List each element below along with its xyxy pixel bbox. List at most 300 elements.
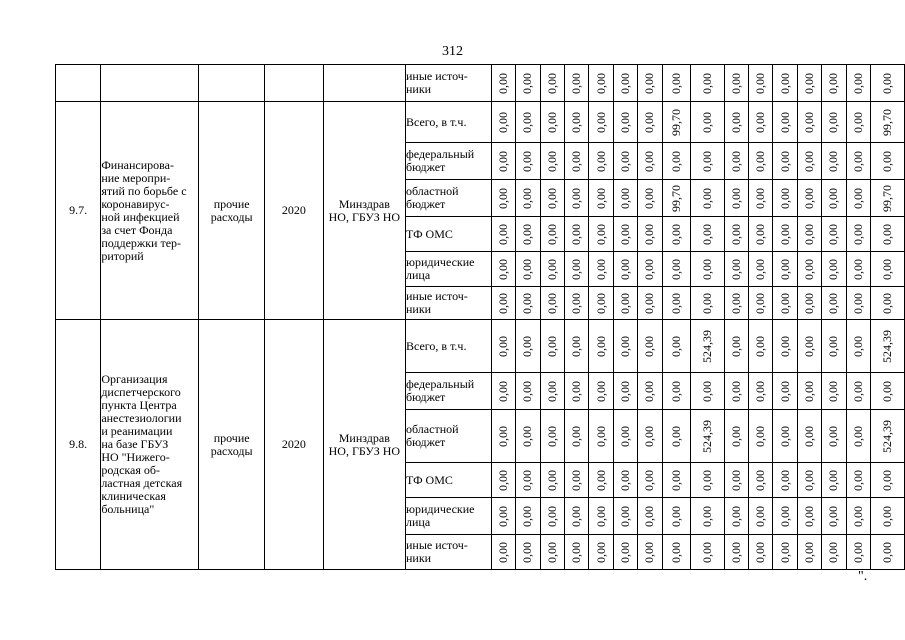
value-cell xyxy=(540,143,564,180)
value-cell xyxy=(540,320,564,373)
value-cell xyxy=(797,373,821,410)
value-cell xyxy=(724,287,748,320)
value-cell xyxy=(846,320,870,373)
value-cell xyxy=(638,498,662,535)
value-cell xyxy=(491,143,515,180)
value-text: 0,00 xyxy=(569,187,584,209)
value-cell xyxy=(724,217,748,252)
value-cell xyxy=(516,252,540,287)
value-cell xyxy=(690,180,724,217)
value-text: 99,70 xyxy=(879,108,894,136)
value-cell xyxy=(748,373,772,410)
value-cell xyxy=(613,410,637,463)
value-cell xyxy=(565,373,589,410)
value-cell xyxy=(724,410,748,463)
value-cell xyxy=(491,217,515,252)
value-text: 0,00 xyxy=(826,505,841,527)
value-cell xyxy=(690,65,724,102)
value-cell xyxy=(822,535,846,570)
value-text: 0,00 xyxy=(801,335,816,357)
value-text: 0,00 xyxy=(826,150,841,172)
value-text: 0,00 xyxy=(801,292,816,314)
value-cell xyxy=(822,320,846,373)
value-text: 0,00 xyxy=(668,335,683,357)
value-text: 0,00 xyxy=(668,258,683,280)
value-text: 0,00 xyxy=(520,505,535,527)
value-cell xyxy=(870,498,904,535)
value-text: 0,00 xyxy=(496,541,511,563)
value-cell xyxy=(773,498,797,535)
value-text: 0,00 xyxy=(593,469,608,491)
value-text: 0,00 xyxy=(850,335,865,357)
value-cell xyxy=(638,287,662,320)
value-cell xyxy=(638,535,662,570)
value-text: 0,00 xyxy=(728,292,743,314)
value-cell xyxy=(846,535,870,570)
value-text: 0,00 xyxy=(728,505,743,527)
value-cell xyxy=(638,217,662,252)
value-cell xyxy=(516,410,540,463)
value-cell xyxy=(773,65,797,102)
value-cell xyxy=(748,252,772,287)
value-text: 0,00 xyxy=(728,258,743,280)
value-text: 0,00 xyxy=(826,425,841,447)
value-cell xyxy=(491,410,515,463)
value-text: 0,00 xyxy=(753,223,768,245)
value-cell xyxy=(797,463,821,498)
value-cell xyxy=(589,102,613,143)
value-cell xyxy=(690,463,724,498)
value-cell xyxy=(491,373,515,410)
value-text: 0,00 xyxy=(753,72,768,94)
value-cell xyxy=(748,410,772,463)
value-text: 0,00 xyxy=(801,469,816,491)
value-cell xyxy=(565,180,589,217)
value-cell xyxy=(870,373,904,410)
value-cell xyxy=(690,535,724,570)
value-text: 0,00 xyxy=(593,111,608,133)
value-cell xyxy=(638,143,662,180)
value-cell xyxy=(565,287,589,320)
value-text: 0,00 xyxy=(593,505,608,527)
value-cell xyxy=(773,463,797,498)
value-cell xyxy=(613,65,637,102)
value-cell xyxy=(491,102,515,143)
value-text: 0,00 xyxy=(520,187,535,209)
value-cell xyxy=(846,180,870,217)
value-cell xyxy=(662,498,690,535)
value-cell xyxy=(589,535,613,570)
value-cell xyxy=(638,410,662,463)
value-text: 524,39 xyxy=(699,329,714,363)
value-text: 0,00 xyxy=(699,541,714,563)
value-text: 0,00 xyxy=(544,541,559,563)
value-cell xyxy=(846,143,870,180)
value-text: 0,00 xyxy=(850,187,865,209)
value-cell xyxy=(748,143,772,180)
expense-type: прочие расходы xyxy=(199,320,265,570)
value-cell xyxy=(846,287,870,320)
value-cell xyxy=(870,252,904,287)
value-text: 0,00 xyxy=(544,425,559,447)
value-text: 0,00 xyxy=(544,150,559,172)
value-cell xyxy=(773,252,797,287)
value-cell xyxy=(540,410,564,463)
value-cell xyxy=(846,498,870,535)
value-cell xyxy=(516,217,540,252)
value-text: 0,00 xyxy=(728,72,743,94)
value-cell xyxy=(662,252,690,287)
value-text: 0,00 xyxy=(544,505,559,527)
value-text: 0,00 xyxy=(699,380,714,402)
value-cell xyxy=(748,535,772,570)
value-text: 0,00 xyxy=(753,292,768,314)
value-cell xyxy=(516,65,540,102)
value-cell xyxy=(589,320,613,373)
value-cell xyxy=(491,463,515,498)
value-cell xyxy=(846,65,870,102)
number-cell-empty xyxy=(56,65,101,102)
value-text: 0,00 xyxy=(544,469,559,491)
measure-name: Организация диспетчерского пункта Центра анестезиологии и реанимации на базе ГБУЗ НО "Нижего- родская об- ластная детская клиническая больница" xyxy=(101,320,199,570)
value-cell xyxy=(822,463,846,498)
value-text: 0,00 xyxy=(520,380,535,402)
value-cell xyxy=(565,320,589,373)
value-text: 0,00 xyxy=(496,292,511,314)
value-cell xyxy=(662,65,690,102)
value-text: 0,00 xyxy=(569,258,584,280)
value-text: 0,00 xyxy=(777,425,792,447)
value-text: 0,00 xyxy=(801,223,816,245)
value-cell xyxy=(613,102,637,143)
value-cell xyxy=(690,498,724,535)
value-cell xyxy=(613,535,637,570)
value-text: 0,00 xyxy=(569,425,584,447)
value-text: 0,00 xyxy=(520,72,535,94)
value-text: 0,00 xyxy=(496,111,511,133)
value-text: 0,00 xyxy=(826,111,841,133)
value-text: 0,00 xyxy=(777,150,792,172)
value-cell xyxy=(773,180,797,217)
value-text: 99,70 xyxy=(668,184,683,212)
value-text: 0,00 xyxy=(569,150,584,172)
value-text: 0,00 xyxy=(496,72,511,94)
value-cell xyxy=(724,535,748,570)
value-cell xyxy=(589,373,613,410)
value-text: 0,00 xyxy=(668,223,683,245)
value-text: 0,00 xyxy=(496,258,511,280)
value-text: 0,00 xyxy=(496,335,511,357)
value-text: 0,00 xyxy=(826,72,841,94)
value-cell xyxy=(690,320,724,373)
value-cell xyxy=(638,373,662,410)
value-text: 0,00 xyxy=(520,150,535,172)
value-text: 0,00 xyxy=(728,380,743,402)
value-text: 0,00 xyxy=(801,187,816,209)
value-cell xyxy=(491,287,515,320)
value-cell xyxy=(748,320,772,373)
value-cell xyxy=(822,217,846,252)
value-text: 0,00 xyxy=(699,292,714,314)
value-text: 0,00 xyxy=(826,258,841,280)
value-text: 0,00 xyxy=(753,187,768,209)
value-text: 0,00 xyxy=(593,72,608,94)
value-text: 0,00 xyxy=(593,541,608,563)
value-cell xyxy=(662,217,690,252)
value-cell xyxy=(690,410,724,463)
value-cell xyxy=(724,463,748,498)
value-text: 0,00 xyxy=(777,72,792,94)
value-cell xyxy=(540,463,564,498)
value-text: 0,00 xyxy=(668,469,683,491)
value-cell xyxy=(491,498,515,535)
value-text: 0,00 xyxy=(801,505,816,527)
value-text: 0,00 xyxy=(617,541,632,563)
value-text: 0,00 xyxy=(642,111,657,133)
value-cell xyxy=(540,252,564,287)
value-cell xyxy=(516,498,540,535)
funding-source-label: юридические лица xyxy=(406,498,492,535)
value-cell xyxy=(822,410,846,463)
value-cell xyxy=(870,143,904,180)
value-cell xyxy=(690,143,724,180)
value-cell xyxy=(491,65,515,102)
value-cell xyxy=(797,65,821,102)
value-cell xyxy=(870,65,904,102)
value-cell xyxy=(589,252,613,287)
value-cell xyxy=(613,217,637,252)
value-cell xyxy=(822,143,846,180)
value-text: 0,00 xyxy=(879,72,894,94)
value-text: 0,00 xyxy=(496,469,511,491)
value-cell xyxy=(797,320,821,373)
value-cell xyxy=(748,463,772,498)
value-text: 0,00 xyxy=(699,258,714,280)
value-cell xyxy=(540,287,564,320)
value-text: 0,00 xyxy=(879,258,894,280)
value-text: 0,00 xyxy=(699,505,714,527)
value-text: 0,00 xyxy=(850,72,865,94)
value-text: 0,00 xyxy=(544,223,559,245)
value-cell xyxy=(516,373,540,410)
value-text: 0,00 xyxy=(593,425,608,447)
value-text: 0,00 xyxy=(850,425,865,447)
value-text: 0,00 xyxy=(617,505,632,527)
value-text: 0,00 xyxy=(496,505,511,527)
value-cell xyxy=(589,65,613,102)
year: 2020 xyxy=(265,320,323,570)
funding-source-label: ТФ ОМС xyxy=(406,463,492,498)
value-cell xyxy=(870,320,904,373)
value-cell xyxy=(822,102,846,143)
funding-source-label: областной бюджет xyxy=(406,180,492,217)
value-cell xyxy=(491,180,515,217)
value-text: 0,00 xyxy=(777,380,792,402)
value-text: 0,00 xyxy=(753,425,768,447)
value-text: 0,00 xyxy=(642,292,657,314)
value-cell xyxy=(822,373,846,410)
value-text: 0,00 xyxy=(544,111,559,133)
value-text: 0,00 xyxy=(753,111,768,133)
value-text: 0,00 xyxy=(520,223,535,245)
value-text: 0,00 xyxy=(544,187,559,209)
value-cell xyxy=(662,102,690,143)
funding-source-label: иные источ- ники xyxy=(406,535,492,570)
value-text: 0,00 xyxy=(593,292,608,314)
page-number: 312 xyxy=(442,44,463,59)
value-text: 0,00 xyxy=(642,258,657,280)
value-cell xyxy=(638,65,662,102)
value-text: 0,00 xyxy=(569,292,584,314)
value-text: 0,00 xyxy=(520,292,535,314)
funding-source-label: иные источ- ники xyxy=(406,65,492,102)
value-text: 0,00 xyxy=(777,541,792,563)
funding-source-label: юридические лица xyxy=(406,252,492,287)
value-cell xyxy=(773,320,797,373)
value-cell xyxy=(870,217,904,252)
budget-table xyxy=(55,64,905,570)
value-cell xyxy=(797,498,821,535)
value-cell xyxy=(690,102,724,143)
value-text: 0,00 xyxy=(850,541,865,563)
value-cell xyxy=(797,287,821,320)
value-text: 0,00 xyxy=(879,150,894,172)
value-cell xyxy=(565,498,589,535)
value-cell xyxy=(822,252,846,287)
value-text: 524,39 xyxy=(879,329,894,363)
value-text: 0,00 xyxy=(753,150,768,172)
value-cell xyxy=(589,410,613,463)
value-cell xyxy=(491,252,515,287)
value-text: 0,00 xyxy=(617,425,632,447)
value-text: 0,00 xyxy=(826,335,841,357)
value-cell xyxy=(540,373,564,410)
value-text: 0,00 xyxy=(520,425,535,447)
value-text: 0,00 xyxy=(617,258,632,280)
value-text: 0,00 xyxy=(593,187,608,209)
item-number: 9.8. xyxy=(56,320,101,570)
value-text: 0,00 xyxy=(728,150,743,172)
value-cell xyxy=(540,498,564,535)
value-cell xyxy=(724,180,748,217)
value-text: 0,00 xyxy=(617,72,632,94)
value-cell xyxy=(797,252,821,287)
value-cell xyxy=(870,180,904,217)
value-text: 0,00 xyxy=(826,541,841,563)
value-cell xyxy=(638,320,662,373)
value-cell xyxy=(690,287,724,320)
value-cell xyxy=(748,287,772,320)
value-text: 524,39 xyxy=(699,419,714,453)
value-cell xyxy=(797,217,821,252)
value-text: 0,00 xyxy=(728,335,743,357)
value-text: 0,00 xyxy=(496,223,511,245)
value-text: 0,00 xyxy=(699,187,714,209)
value-text: 0,00 xyxy=(668,425,683,447)
value-cell xyxy=(638,180,662,217)
value-text: 0,00 xyxy=(777,469,792,491)
value-cell xyxy=(724,252,748,287)
year-cell-empty xyxy=(265,65,323,102)
value-cell xyxy=(565,463,589,498)
value-text: 0,00 xyxy=(520,469,535,491)
value-cell xyxy=(870,535,904,570)
value-cell xyxy=(565,535,589,570)
value-text: 0,00 xyxy=(593,150,608,172)
table-row xyxy=(56,65,905,102)
value-text: 0,00 xyxy=(777,187,792,209)
value-cell xyxy=(589,287,613,320)
value-text: 0,00 xyxy=(642,335,657,357)
value-text: 0,00 xyxy=(777,292,792,314)
value-cell xyxy=(822,180,846,217)
executor-cell-empty xyxy=(323,65,405,102)
value-text: 0,00 xyxy=(617,380,632,402)
value-cell xyxy=(797,535,821,570)
value-text: 0,00 xyxy=(728,469,743,491)
value-cell xyxy=(516,320,540,373)
value-text: 0,00 xyxy=(496,187,511,209)
year: 2020 xyxy=(265,102,323,320)
value-cell xyxy=(846,410,870,463)
value-text: 0,00 xyxy=(826,469,841,491)
value-text: 0,00 xyxy=(569,335,584,357)
value-text: 0,00 xyxy=(668,72,683,94)
value-text: 0,00 xyxy=(642,150,657,172)
value-cell xyxy=(613,252,637,287)
value-cell xyxy=(748,498,772,535)
value-text: 0,00 xyxy=(569,469,584,491)
value-text: 0,00 xyxy=(801,380,816,402)
value-text: 0,00 xyxy=(753,258,768,280)
value-text: 0,00 xyxy=(668,505,683,527)
expense-type-cell-empty xyxy=(199,65,265,102)
value-cell xyxy=(613,498,637,535)
value-cell xyxy=(797,143,821,180)
value-text: 0,00 xyxy=(668,380,683,402)
value-cell xyxy=(565,143,589,180)
value-text: 0,00 xyxy=(826,380,841,402)
value-cell xyxy=(540,535,564,570)
value-text: 0,00 xyxy=(850,150,865,172)
funding-source-label: Всего, в т.ч. xyxy=(406,320,492,373)
value-text: 0,00 xyxy=(569,505,584,527)
value-cell xyxy=(724,320,748,373)
value-cell xyxy=(565,252,589,287)
value-text: 99,70 xyxy=(879,184,894,212)
value-text: 0,00 xyxy=(753,469,768,491)
value-cell xyxy=(516,287,540,320)
value-text: 0,00 xyxy=(879,505,894,527)
value-text: 0,00 xyxy=(753,541,768,563)
value-text: 0,00 xyxy=(668,292,683,314)
value-text: 0,00 xyxy=(850,505,865,527)
value-text: 0,00 xyxy=(728,111,743,133)
value-cell xyxy=(822,287,846,320)
value-text: 0,00 xyxy=(544,335,559,357)
value-text: 0,00 xyxy=(801,72,816,94)
value-text: 0,00 xyxy=(801,425,816,447)
value-text: 0,00 xyxy=(668,150,683,172)
table-row xyxy=(56,102,905,143)
funding-source-label: областной бюджет xyxy=(406,410,492,463)
value-cell xyxy=(822,65,846,102)
value-cell xyxy=(748,102,772,143)
value-cell xyxy=(638,102,662,143)
value-text: 0,00 xyxy=(593,380,608,402)
value-text: 0,00 xyxy=(520,258,535,280)
value-text: 0,00 xyxy=(593,335,608,357)
